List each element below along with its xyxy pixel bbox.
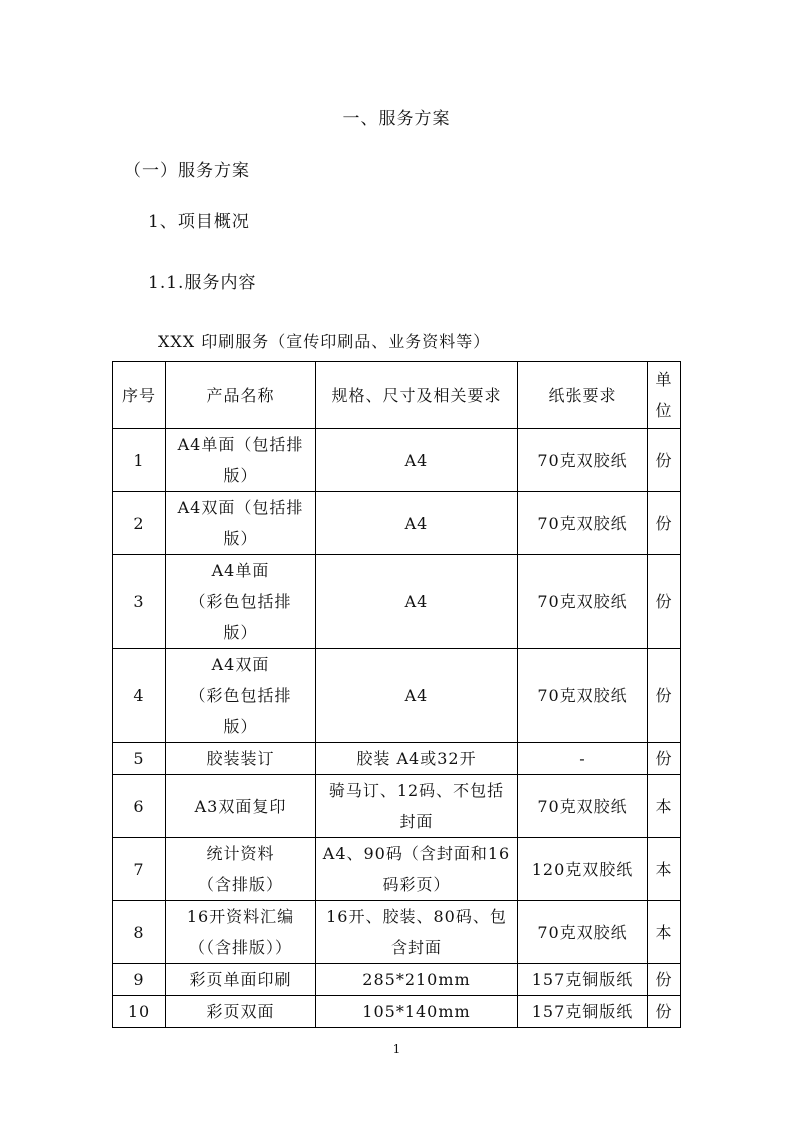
cell-spec: 骑马订、12码、不包括 封面 [316,775,518,838]
cell-spec: A4 [316,492,518,555]
cell-name: 彩页单面印刷 [166,964,316,996]
cell-no: 8 [113,901,166,964]
cell-paper: 70克双胶纸 [518,901,648,964]
cell-spec: 16开、胶装、80码、包 含封面 [316,901,518,964]
cell-no: 9 [113,964,166,996]
page-number: 1 [392,1042,401,1056]
cell-no: 7 [113,838,166,901]
cell-no: 10 [113,996,166,1028]
cell-unit: 份 [648,649,681,743]
header-name: 产品名称 [166,362,316,429]
header-unit: 单 位 [648,362,681,429]
cell-name: 统计资料 （含排版） [166,838,316,901]
subsubsection-heading: 1.1.服务内容 [148,273,257,293]
cell-name: A3双面复印 [166,775,316,838]
cell-unit: 本 [648,901,681,964]
header-no: 序号 [113,362,166,429]
cell-unit: 份 [648,996,681,1028]
cell-paper: 70克双胶纸 [518,492,648,555]
cell-name: 16开资料汇编 （（含排版）） [166,901,316,964]
cell-no: 2 [113,492,166,555]
cell-no: 3 [113,555,166,649]
cell-unit: 份 [648,492,681,555]
cell-spec: 胶装 A4或32开 [316,743,518,775]
header-spec: 规格、尺寸及相关要求 [316,362,518,429]
table-row [113,743,681,775]
cell-name: 彩页双面 [166,996,316,1028]
table-header-row [113,362,681,429]
table-row [113,555,681,649]
cell-paper: 70克双胶纸 [518,555,648,649]
cell-paper: 70克双胶纸 [518,775,648,838]
cell-spec: A4 [316,429,518,492]
cell-spec: A4 [316,649,518,743]
cell-unit: 本 [648,838,681,901]
cell-paper: 157克铜版纸 [518,996,648,1028]
table-row [113,996,681,1028]
cell-name: A4双面（包括排 版） [166,492,316,555]
cell-paper: - [518,743,648,775]
cell-unit: 份 [648,964,681,996]
table-row [113,964,681,996]
cell-spec: 285*210mm [316,964,518,996]
cell-no: 4 [113,649,166,743]
cell-no: 6 [113,775,166,838]
cell-spec: 105*140mm [316,996,518,1028]
cell-paper: 157克铜版纸 [518,964,648,996]
table-caption: XXX 印刷服务（宣传印刷品、业务资料等） [158,332,491,351]
table-row [113,492,681,555]
cell-paper: 120克双胶纸 [518,838,648,901]
subsection-heading: 1、项目概况 [148,212,250,232]
cell-name: A4单面 （彩色包括排 版） [166,555,316,649]
service-table [112,361,681,1028]
cell-name: A4双面 （彩色包括排 版） [166,649,316,743]
section-heading: （一）服务方案 [124,161,250,181]
cell-spec: A4 [316,555,518,649]
cell-no: 1 [113,429,166,492]
page-title: 一、服务方案 [342,109,451,129]
cell-unit: 份 [648,555,681,649]
cell-paper: 70克双胶纸 [518,649,648,743]
table-row [113,901,681,964]
cell-spec: A4、90码（含封面和16 码彩页） [316,838,518,901]
cell-paper: 70克双胶纸 [518,429,648,492]
cell-unit: 份 [648,429,681,492]
cell-name: 胶装装订 [166,743,316,775]
table-row [113,429,681,492]
cell-name: A4单面（包括排 版） [166,429,316,492]
table-row [113,775,681,838]
table-row [113,838,681,901]
table-row [113,649,681,743]
header-paper: 纸张要求 [518,362,648,429]
cell-unit: 本 [648,775,681,838]
cell-no: 5 [113,743,166,775]
cell-unit: 份 [648,743,681,775]
